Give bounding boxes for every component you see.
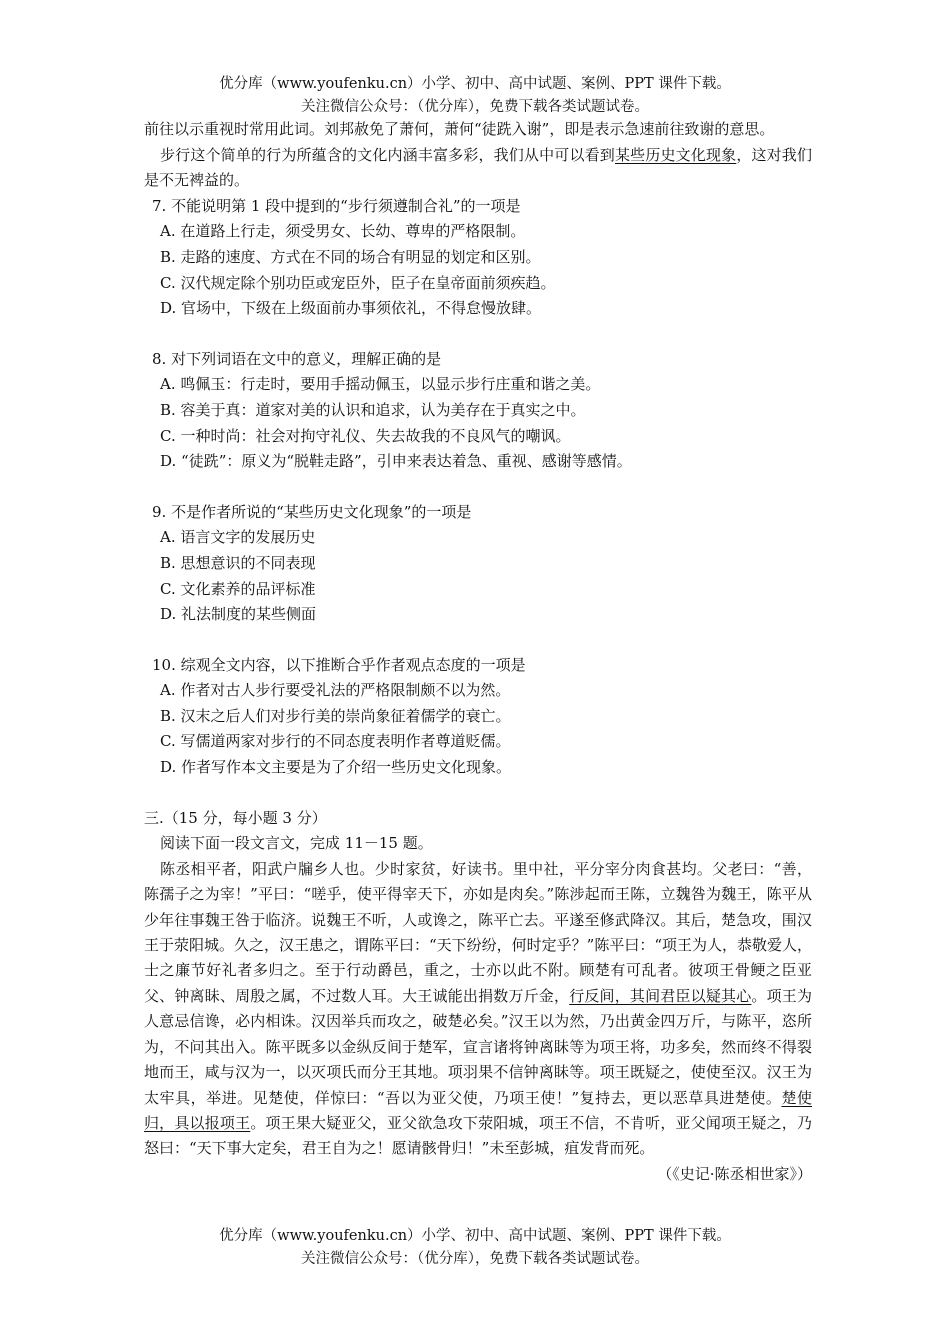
underlined-phrase: 某些历史文化现象: [614, 145, 737, 164]
passage-source: （《史记·陈丞相世家》）: [657, 1164, 812, 1183]
option-c: C. 文化素养的品评标准: [160, 579, 316, 598]
option-b: B. 思想意识的不同表现: [160, 553, 316, 572]
passage-text-2: 。项王为人意忌信谗，必内相诛。汉因举兵而攻之，破楚必矣。”汉王以为然，乃出黄金四万斤，与陈平，恣所为，不问其出入。陈平既多以金纵反间于楚军，宣言诸将钟离眛等为项王将，功多矣，然而终不得裂地而王，咸与汉为一，以灭项氏而分王其地。项羽果不信钟离眛等。项王既疑之，使使至汉。汉王为太牢具，举进。见楚使，佯惊曰：“吾以为亚父使，乃项王使！”复持去，更以恶草具进楚使。: [144, 986, 812, 1107]
question-10: [144, 653, 812, 781]
footer-line-1: 优分库（www.youfenku.cn）小学、初中、高中试题、案例、PPT 课件下载。: [219, 1228, 731, 1244]
passage-text-3: 。项王果大疑亚父，亚父欲急攻下荥阳城，项王不信，不肯听，亚父闻项王疑之，乃怒曰：“天下事大定矣，君王自为之！愿请骸骨归！”未至彭城，疽发背而死。: [144, 1113, 812, 1158]
question-stem: 8. 对下列词语在文中的意义，理解正确的是: [152, 349, 442, 368]
question-stem: 10. 综观全文内容，以下推断合乎作者观点态度的一项是: [152, 655, 526, 674]
option-b: B. 汉末之后人们对步行美的崇尚象征着儒学的衰亡。: [160, 706, 511, 725]
option-a: A. 语言文字的发展历史: [160, 528, 316, 547]
header-line-2: 关注微信公众号：（优分库），免费下载各类试题试卷。: [301, 99, 649, 115]
footer-line-2: 关注微信公众号：（优分库），免费下载各类试题试卷。: [301, 1251, 649, 1267]
option-d: D. 作者写作本文主要是为了介绍一些历史文化现象。: [160, 758, 512, 777]
option-b: B. 容美于真：道家对美的认识和追求，认为美存在于真实之中。: [160, 400, 586, 419]
page-footer: [0, 1225, 950, 1271]
section-heading: 三.（15 分，每小题 3 分）: [144, 808, 327, 827]
page-header: [0, 73, 950, 119]
question-stem: 9. 不是作者所说的“某些历史文化现象”的一项是: [152, 502, 472, 521]
question-7: [144, 194, 812, 322]
main-content: [144, 117, 812, 1187]
option-c: C. 汉代规定除个别功臣或宠臣外，臣子在皇帝面前须疾趋。: [160, 273, 556, 292]
option-d: D. 官场中，下级在上级面前办事须依礼，不得怠慢放肆。: [160, 299, 542, 318]
intro-p2-tail: ，这对我们是不无裨益的。: [144, 145, 812, 190]
header-line-1: 优分库（www.youfenku.cn）小学、初中、高中试题、案例、PPT 课件下载。: [219, 76, 731, 92]
question-9: [144, 500, 812, 628]
option-c: C. 一种时尚：社会对拘守礼仪、失去故我的不良风气的嘲讽。: [160, 426, 571, 445]
option-a: A. 鸣佩玉：行走时，要用手摇动佩玉，以显示步行庄重和谐之美。: [160, 375, 601, 394]
section-3: [144, 806, 812, 1188]
section-instruction: 阅读下面一段文言文，完成 11－15 题。: [160, 834, 433, 853]
intro-paragraph-2: [144, 143, 812, 194]
intro-p2-text: 步行这个简单的行为所蕴含的文化内涵丰富多彩，我们从中可以看到: [160, 145, 615, 164]
underlined-sentence-2: 楚使归，具以报项王: [144, 1088, 812, 1132]
question-stem: 7. 不能说明第 1 段中提到的“步行须遵制合礼”的一项是: [152, 196, 521, 215]
option-d: D. 礼法制度的某些侧面: [160, 605, 317, 624]
option-c: C. 写儒道两家对步行的不同态度表明作者尊道贬儒。: [160, 732, 511, 751]
question-8: [144, 347, 812, 475]
underlined-sentence-1: 行反间，其间君臣以疑其心: [569, 986, 752, 1005]
classical-passage: [144, 857, 812, 1162]
option-b: B. 走路的速度、方式在不同的场合有明显的划定和区别。: [160, 247, 541, 266]
option-d: D. “徒跣”：原义为“脱鞋走路”，引申来表达着急、重视、感谢等感情。: [160, 452, 632, 471]
option-a: A. 作者对古人步行要受礼法的严格限制颇不以为然。: [160, 681, 511, 700]
intro-paragraph-1: 前往以示重视时常用此词。刘邦赦免了萧何，萧何“徒跣入谢”，即是表示急速前往致谢的意思。: [144, 120, 775, 138]
option-a: A. 在道路上行走，须受男女、长幼、尊卑的严格限制。: [160, 222, 526, 241]
passage-text-1: 陈丞相平者，阳武户牖乡人也。少时家贫，好读书。里中社，平分宰分肉食甚均。父老曰：“善，陈孺子之为宰！”平曰：“嗟乎，使平得宰天下，亦如是肉矣。”陈涉起而王陈，立魏咎为魏王，陈平从少年往事魏王咎于临济。说魏王不听，人或谗之，陈平亡去。平遂至修武降汉。其后，楚急攻，围汉王于荥阳城。久之，汉王患之，谓陈平曰：“天下纷纷，何时定乎？”陈平曰：“项王为人，恭敬爱人，士之廉节好礼者多归之。至于行动爵邑，重之，士亦以此不附。顾楚有可乱者。彼项王骨鲠之臣亚父、钟离眛、周殷之属，不过数人耳。大王诚能出捐数万斤金，: [144, 859, 813, 1005]
